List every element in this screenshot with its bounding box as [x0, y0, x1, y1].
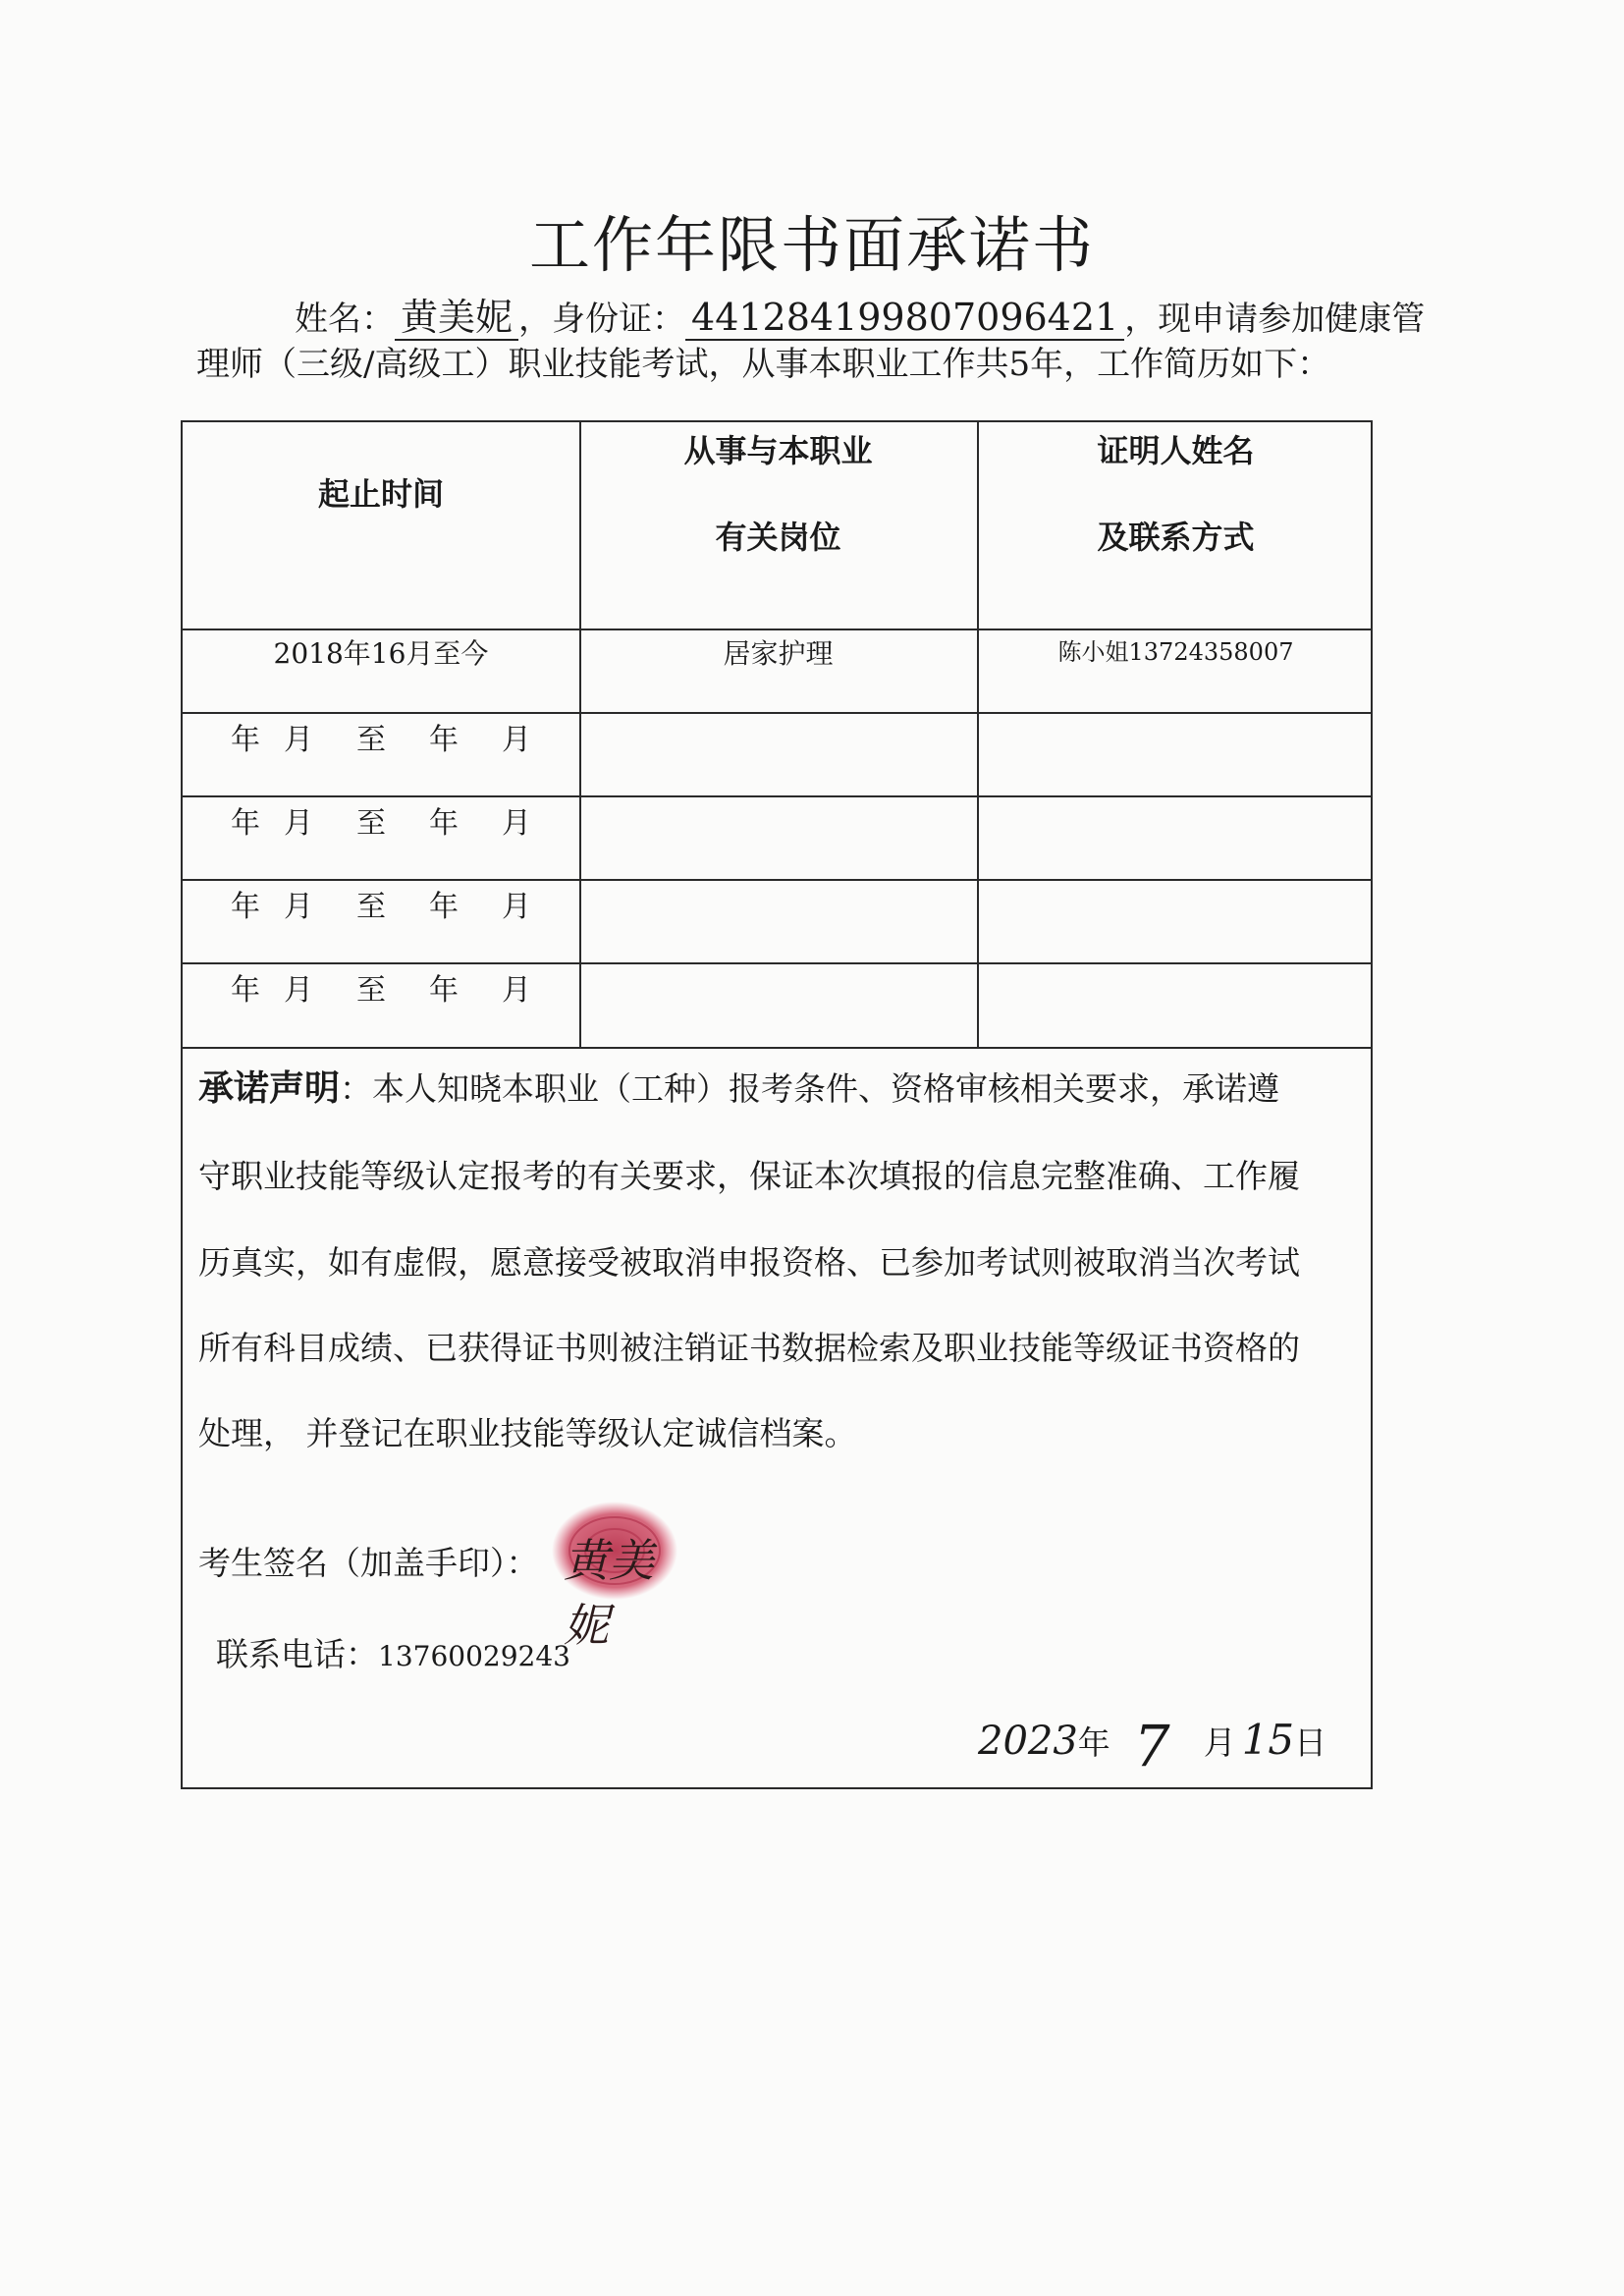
pledge-text: ：本人知晓本职业（工种）报考条件、资格审核相关要求，承诺遵: [340, 1069, 1280, 1108]
row-divider: [183, 962, 1371, 964]
header-position-line1: 从事与本职业: [683, 432, 873, 469]
year-label: 年: [429, 806, 459, 841]
month-label: 月: [502, 890, 531, 924]
year-label: 年: [429, 723, 459, 757]
month-label: 月: [502, 806, 531, 841]
row1-contact: 陈小姐13724358007: [1057, 638, 1294, 666]
year-label: 年: [231, 890, 260, 924]
handwritten-signature: 黄美妮: [564, 1534, 654, 1652]
row5-period: [183, 965, 579, 1009]
year-label: 年: [429, 890, 459, 924]
row-divider: [183, 879, 1371, 881]
row-divider: [183, 712, 1371, 714]
to-label: 至: [356, 806, 386, 841]
header-period: 起止时间: [317, 475, 444, 513]
header-contact-line2: 及联系方式: [1097, 519, 1255, 556]
to-label: 至: [356, 890, 386, 924]
pledge-line-5: 处理， 并登记在职业技能等级认定诚信档案。: [198, 1414, 857, 1452]
pledge-line-2: 守职业技能等级认定报考的有关要求，保证本次填报的信息完整准确、工作履: [198, 1157, 1300, 1195]
month-label: 月: [1203, 1723, 1236, 1762]
header-contact-line1: 证明人姓名: [1097, 432, 1255, 469]
row1-position: 居家护理: [723, 637, 834, 670]
row-divider: [183, 1047, 1371, 1049]
row3-period: [183, 798, 579, 842]
year-label: 年: [429, 973, 459, 1008]
year-label: 年: [1077, 1723, 1110, 1762]
year-label: 年: [231, 973, 260, 1008]
month-label: 月: [284, 973, 313, 1008]
signature-line: [198, 1538, 539, 1584]
date-year: 2023: [978, 1719, 1078, 1764]
intro-line-2: 理师（三级/高级工）职业技能考试，从事本职业工作共5年，工作简历如下：: [196, 345, 1331, 384]
signature-label: 考生签名（加盖手印）：: [198, 1544, 539, 1582]
to-label: 至: [356, 973, 386, 1008]
phone-value: 13760029243: [378, 1640, 570, 1672]
intro-line-1: [295, 287, 1425, 341]
name-field: 黄美妮: [395, 296, 518, 341]
phone-label: 联系电话：: [216, 1635, 378, 1673]
pledge-label: 承诺声明: [198, 1068, 341, 1109]
row-divider: [183, 795, 1371, 797]
fingerprint-mark: [550, 1498, 692, 1652]
page-title: 工作年限书面承诺书: [528, 209, 1095, 281]
month-label: 月: [502, 723, 531, 757]
header-position-line2: 有关岗位: [715, 519, 841, 556]
row2-period: [183, 715, 579, 758]
work-history-table: [181, 420, 1373, 1789]
row-divider: [183, 629, 1371, 630]
year-label: 年: [231, 806, 260, 841]
month-label: 月: [284, 723, 313, 757]
name-label: 姓名：: [295, 300, 395, 339]
to-label: 至: [356, 723, 386, 757]
id-field: 441284199807096421: [685, 296, 1124, 341]
id-label: 身份证：: [552, 300, 686, 339]
row1-period: 2018年16月至今: [273, 637, 489, 670]
phone-line: [216, 1629, 570, 1675]
pledge-line-3: 历真实，如有虚假，愿意接受被取消申报资格、已参加考试则被取消当次考试: [198, 1243, 1300, 1282]
pledge-line-1: [198, 1061, 1279, 1111]
separator: ，: [518, 300, 553, 339]
date-day: 15: [1241, 1716, 1295, 1764]
pledge-line-4: 所有科目成绩、已获得证书则被注销证书数据检索及职业技能等级证书资格的: [198, 1329, 1300, 1367]
row4-period: [183, 882, 579, 925]
date-month: 7: [1133, 1713, 1170, 1779]
day-label: 日: [1294, 1723, 1327, 1762]
month-label: 月: [284, 806, 313, 841]
intro-line-1-tail: ，现申请参加健康管: [1124, 300, 1426, 339]
date-line: [978, 1701, 1327, 1779]
month-label: 月: [284, 890, 313, 924]
year-label: 年: [231, 723, 260, 757]
month-label: 月: [502, 973, 531, 1008]
